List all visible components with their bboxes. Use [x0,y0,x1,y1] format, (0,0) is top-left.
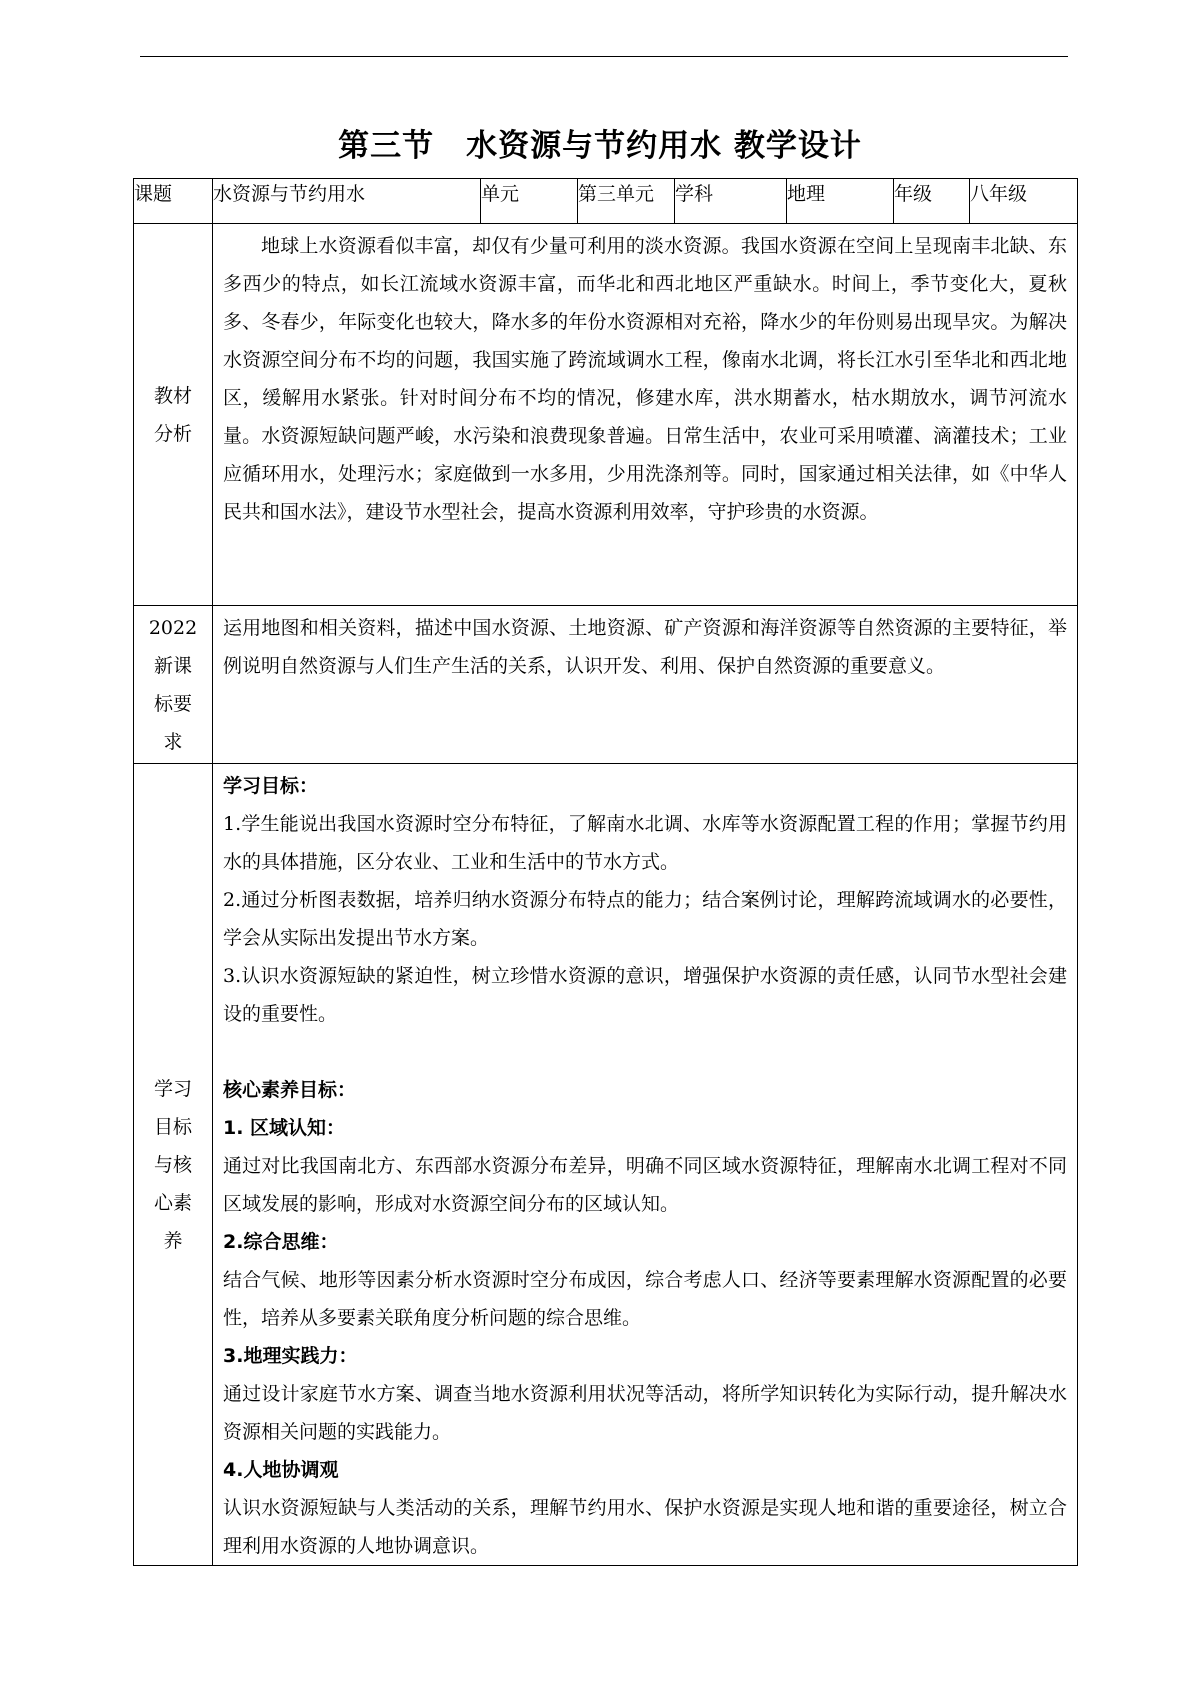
objectives-label-line: 与核 [153,1153,192,1176]
objectives-label-line: 学习 [153,1077,192,1100]
standard-text: 运用地图和相关资料，描述中国水资源、土地资源、矿产资源和海洋资源等自然资源的主要特征，举例说明自然资源与人们生产生活的关系，认识开发、利用、保护自然资源的重要意义。 [223,617,1067,677]
core-item-text: 结合气候、地形等因素分析水资源时空分布成因，综合考虑人口、经济等要素理解水资源配置的必要性，培养从多要素关联角度分析问题的综合思维。 [223,1269,1067,1329]
header-row [134,179,1078,224]
page-title: 第三节 水资源与节约用水 教学设计 [338,128,862,164]
core-item-heading: 2.综合思维： [223,1231,339,1253]
objectives-row [134,764,1078,1566]
grade-value: 八年级 [970,179,1078,224]
core-heading: 核心素养目标： [223,1079,357,1101]
standard-content [213,606,1078,764]
standard-label-line: 求 [163,730,183,753]
analysis-text: 地球上水资源看似丰富，却仅有少量可利用的淡水资源。我国水资源在空间上呈现南丰北缺、东多西少的特点，如长江流域水资源丰富，而华北和西北地区严重缺水。时间上，季节变化大，夏秋多、冬春少，年际变化也较大，降水多的年份水资源相对充裕，降水少的年份则易出现旱灾。为解决水资源空间分布不均的问题，我国实施了跨流域调水工程，像南水北调，将长江水引至华北和西北地区，缓解用水紧张。针对时间分布不均的情况，修建水库，洪水期蓄水，枯水期放水，调节河流水量。水资源短缺问题严峻，水污染和浪费现象普遍。日常生活中，农业可采用喷灌、滴灌技术；工业应循环用水，处理污水；家庭做到一水多用，少用洗涤剂等。同时，国家通过相关法律，如《中华人民共和国水法》，建设节水型社会，提高水资源利用效率，守护珍贵的水资源。 [223,235,1067,523]
core-item-heading: 3.地理实践力： [223,1345,358,1367]
objectives-label [134,764,213,1566]
standard-label-line: 新课 [153,654,192,677]
spacer [223,1033,1067,1071]
core-item-text: 认识水资源短缺与人类活动的关系，理解节约用水、保护水资源是实现人地和谐的重要途径，树立合理利用水资源的人地协调意识。 [223,1497,1067,1557]
analysis-label [134,224,213,606]
standard-label-line: 2022 [148,616,198,639]
subject-label: 学科 [675,179,787,224]
header-rule [140,56,1068,57]
learning-item: 2.通过分析图表数据，培养归纳水资源分布特点的能力；结合案例讨论，理解跨流域调水的必要性，学会从实际出发提出节水方案。 [223,889,1067,949]
objectives-content [213,764,1078,1566]
analysis-row [134,224,1078,606]
learning-item: 1.学生能说出我国水资源时空分布特征，了解南水北调、水库等水资源配置工程的作用；掌握节约用水的具体措施，区分农业、工业和生活中的节水方式。 [223,813,1067,873]
learning-item: 3.认识水资源短缺的紧迫性，树立珍惜水资源的意识，增强保护水资源的责任感，认同节水型社会建设的重要性。 [223,965,1067,1025]
objectives-label-line: 养 [163,1229,183,1252]
analysis-label-line: 分析 [153,422,192,445]
unit-value: 第三单元 [578,179,675,224]
core-item-heading: 4.人地协调观 [223,1459,339,1481]
analysis-content [213,224,1078,606]
objectives-label-line: 目标 [153,1115,192,1138]
analysis-label-line: 教材 [153,384,192,407]
grade-label: 年级 [894,179,970,224]
standard-label [134,606,213,764]
core-item-text: 通过对比我国南北方、东西部水资源分布差异，明确不同区域水资源特征，理解南水北调工程对不同区域发展的影响，形成对水资源空间分布的区域认知。 [223,1155,1067,1215]
unit-label: 单元 [481,179,578,224]
topic-label: 课题 [134,179,213,224]
lesson-table [133,178,1078,1566]
core-item-heading: 1. 区域认知： [223,1117,346,1139]
topic-value: 水资源与节约用水 [213,179,481,224]
subject-value: 地理 [787,179,894,224]
standard-label-line: 标要 [153,692,192,715]
core-item-text: 通过设计家庭节水方案、调查当地水资源利用状况等活动，将所学知识转化为实际行动，提升解决水资源相关问题的实践能力。 [223,1383,1067,1443]
objectives-label-line: 心素 [153,1191,192,1214]
standard-row [134,606,1078,764]
learning-heading: 学习目标： [223,775,319,797]
